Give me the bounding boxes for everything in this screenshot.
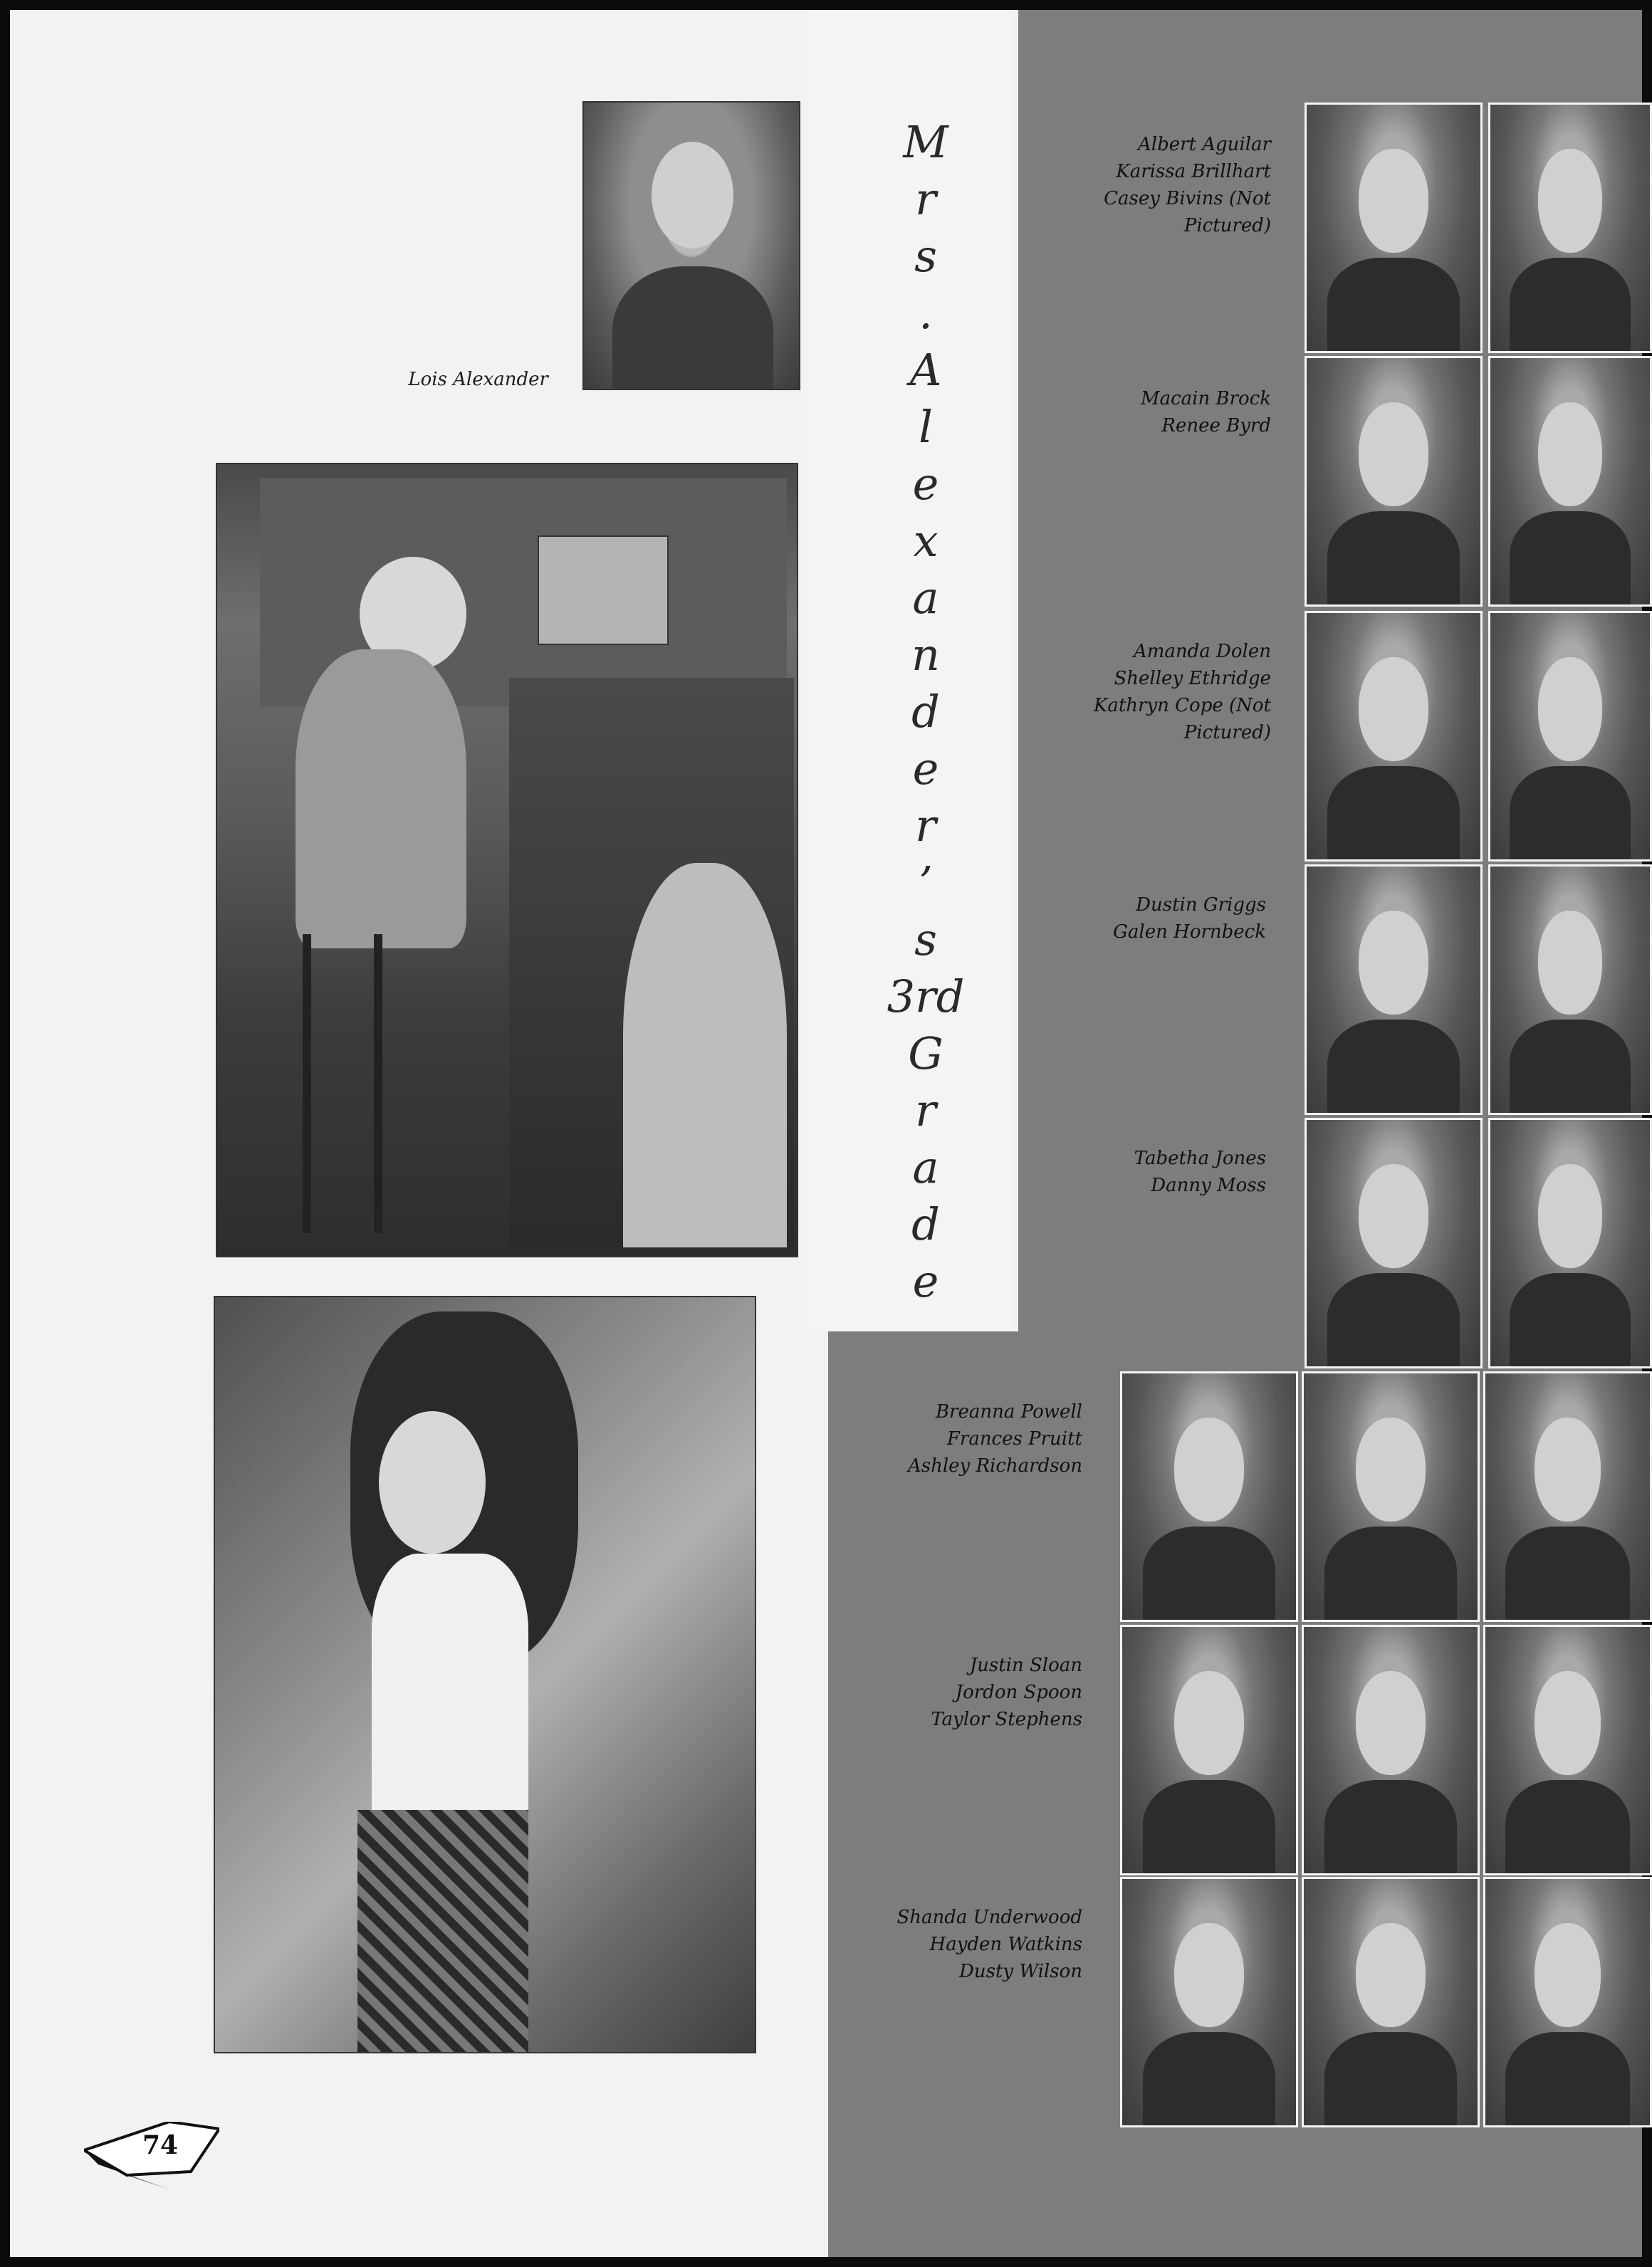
student-portrait (1488, 356, 1652, 607)
name-list (1054, 891, 1266, 946)
student-portrait (1483, 1877, 1652, 2127)
student-name: Pictured) (1183, 722, 1271, 743)
student-name: Frances Pruitt (946, 1428, 1082, 1450)
student-portrait (1488, 611, 1652, 862)
student-portrait (1305, 356, 1483, 607)
title-letter: d (911, 1198, 940, 1250)
name-list (869, 1904, 1082, 1985)
student-name: Breanna Powell (935, 1401, 1082, 1423)
student-name: Jordon Spoon (955, 1682, 1082, 1703)
name-list (1054, 385, 1271, 439)
teacher-name: Lois Alexander (408, 369, 548, 390)
name-list (1054, 131, 1271, 239)
student-name: Dustin Griggs (1136, 894, 1266, 916)
title-letter: r (915, 800, 936, 852)
student-name: Taylor Stephens (931, 1709, 1082, 1730)
title-letter: e (912, 458, 939, 510)
title-letter: l (919, 401, 933, 453)
title-letter: x (913, 515, 939, 567)
name-list (1054, 638, 1271, 746)
title-letter: r (915, 1084, 936, 1136)
student-portrait (1488, 1118, 1652, 1368)
student-portrait (1120, 1371, 1298, 1622)
name-list (869, 1398, 1082, 1480)
student-name: Shelley Ethridge (1114, 668, 1271, 689)
title-letter: a (912, 1141, 939, 1193)
student-portrait (1483, 1371, 1652, 1622)
student-name: Dusty Wilson (959, 1961, 1082, 1982)
student-name: Macain Brock (1140, 388, 1271, 409)
page-number: 74 (142, 2130, 179, 2160)
student-portrait (1488, 864, 1652, 1115)
title-letter: a (912, 572, 939, 624)
title-letter: . (919, 287, 933, 339)
student-name: Ashley Richardson (907, 1455, 1082, 1477)
student-name: Amanda Dolen (1133, 641, 1271, 662)
name-list (869, 1652, 1082, 1733)
student-name: Pictured) (1183, 215, 1271, 236)
student-name: Casey Bivins (Not (1104, 188, 1271, 209)
student-portrait (1305, 864, 1483, 1115)
student-name: Tabetha Jones (1134, 1148, 1266, 1169)
student-portrait (1488, 103, 1652, 353)
page-title (872, 114, 979, 1310)
title-letter: A (909, 344, 942, 396)
student-portrait (1483, 1625, 1652, 1875)
student-portrait (1302, 1625, 1480, 1875)
title-letter: d (911, 686, 940, 738)
title-letter: e (912, 743, 939, 795)
student-name: Justin Sloan (969, 1655, 1082, 1676)
title-letter: 3rd (887, 970, 965, 1022)
student-name: Renee Byrd (1161, 415, 1271, 436)
title-letter: s (914, 230, 937, 282)
student-name: Karissa Brillhart (1116, 161, 1271, 182)
student-portrait (1120, 1625, 1298, 1875)
student-portrait (1305, 103, 1483, 353)
title-letter: G (908, 1027, 943, 1079)
title-letter: r (915, 173, 936, 225)
teacher-portrait (582, 101, 800, 390)
student-portrait (1302, 1371, 1480, 1622)
student-name: Kathryn Cope (Not (1093, 695, 1271, 716)
student-candid-photo (214, 1296, 756, 2053)
classroom-photo (216, 463, 798, 1257)
student-portrait (1305, 1118, 1483, 1368)
student-portrait (1305, 611, 1483, 862)
name-list (1054, 1145, 1266, 1199)
student-portrait (1302, 1877, 1480, 2127)
student-name: Hayden Watkins (929, 1934, 1082, 1955)
student-portrait (1120, 1877, 1298, 2127)
student-name: Shanda Underwood (896, 1907, 1082, 1928)
title-letter: M (903, 116, 948, 168)
title-letter: s (914, 913, 937, 965)
title-letter: n (911, 629, 940, 681)
student-name: Danny Moss (1151, 1175, 1266, 1196)
title-letter: e (912, 1255, 939, 1307)
student-name: Albert Aguilar (1138, 134, 1271, 155)
student-name: Galen Hornbeck (1113, 921, 1266, 943)
title-letter: ’ (919, 857, 933, 909)
